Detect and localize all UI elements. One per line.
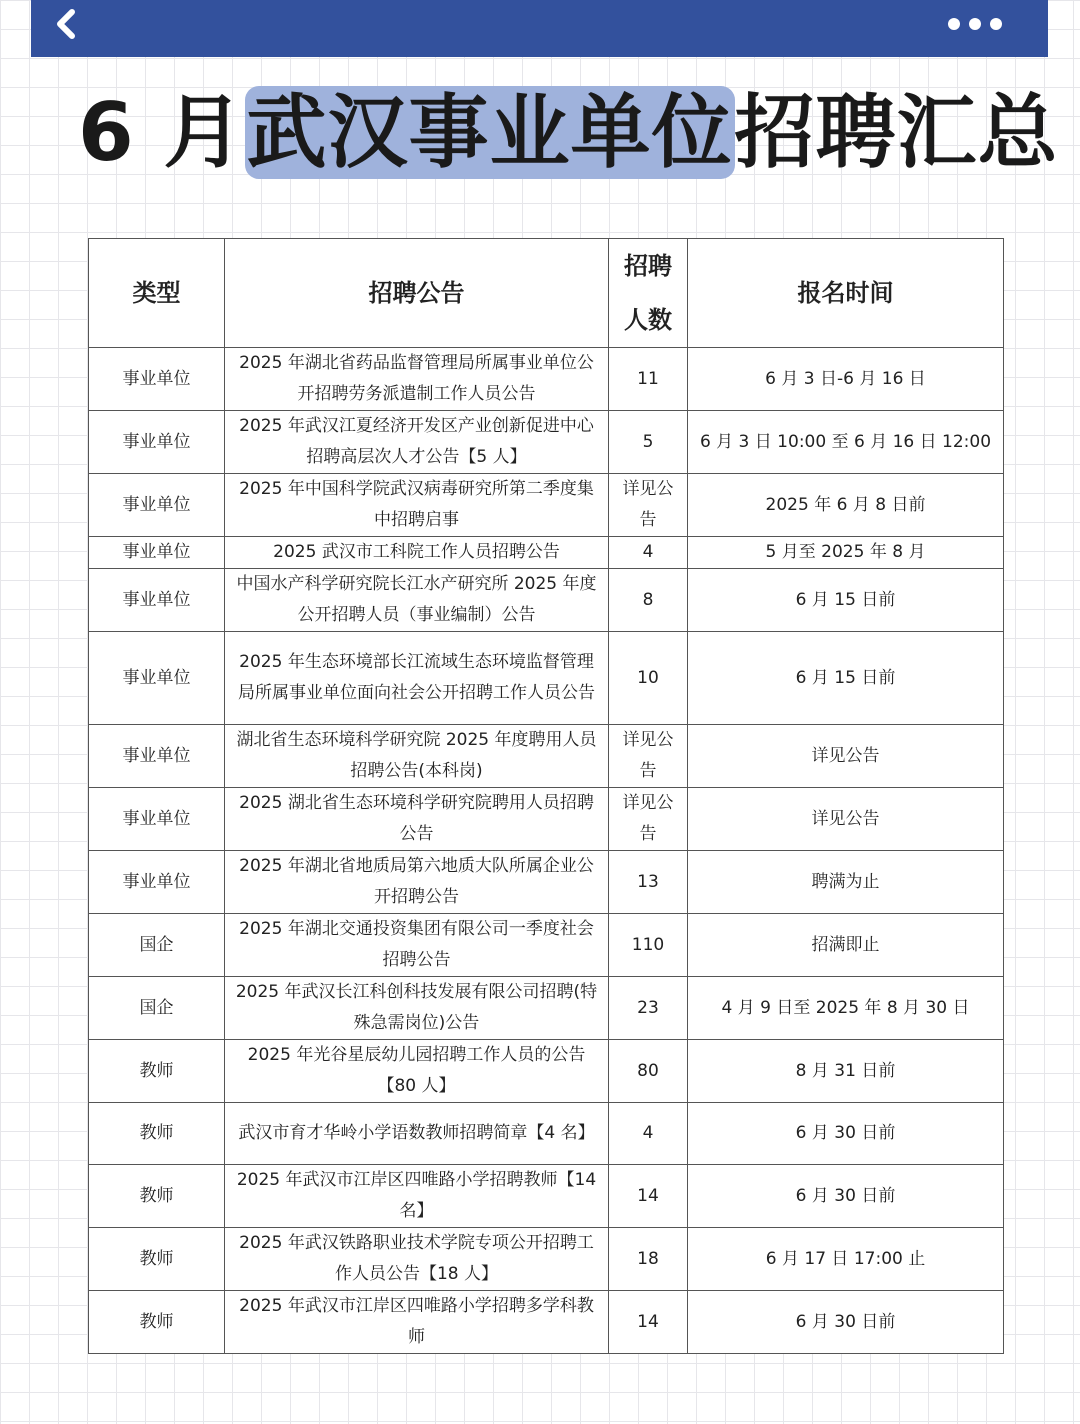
cell-count: 4: [609, 1103, 688, 1165]
cell-time: 招满即止: [688, 914, 1004, 977]
cell-type: 事业单位: [89, 569, 225, 632]
title-prefix: 6 月: [78, 86, 245, 179]
cell-type: 事业单位: [89, 348, 225, 411]
table-row: [89, 1103, 1004, 1165]
cell-type: 教师: [89, 1291, 225, 1354]
cell-notice: 2025 年武汉市江岸区四唯路小学招聘教师【14 名】: [225, 1165, 609, 1228]
table-row: [89, 411, 1004, 474]
more-button[interactable]: [948, 13, 1012, 35]
table-row: [89, 632, 1004, 725]
chevron-left-icon: [50, 8, 82, 40]
header-type: 类型: [89, 239, 225, 348]
cell-time: 6 月 15 日前: [688, 632, 1004, 725]
cell-count: 23: [609, 977, 688, 1040]
cell-type: 事业单位: [89, 632, 225, 725]
cell-notice: 2025 年武汉铁路职业技术学院专项公开招聘工作人员公告【18 人】: [225, 1228, 609, 1291]
cell-time: 5 月至 2025 年 8 月: [688, 537, 1004, 569]
cell-notice: 湖北省生态环境科学研究院 2025 年度聘用人员招聘公告(本科岗): [225, 725, 609, 788]
cell-count: 14: [609, 1165, 688, 1228]
cell-time: 详见公告: [688, 725, 1004, 788]
cell-count: 4: [609, 537, 688, 569]
recruitment-table: [88, 238, 1004, 1354]
cell-type: 事业单位: [89, 725, 225, 788]
cell-notice: 2025 年中国科学院武汉病毒研究所第二季度集中招聘启事: [225, 474, 609, 537]
cell-notice: 2025 武汉市工科院工作人员招聘公告: [225, 537, 609, 569]
cell-time: 6 月 30 日前: [688, 1103, 1004, 1165]
cell-notice: 2025 年湖北交通投资集团有限公司一季度社会招聘公告: [225, 914, 609, 977]
table-row: [89, 1228, 1004, 1291]
cell-count: 18: [609, 1228, 688, 1291]
table-row: [89, 914, 1004, 977]
title-suffix: 招聘汇总: [734, 86, 1059, 179]
cell-notice: 2025 年武汉江夏经济开发区产业创新促进中心招聘高层次人才公告【5 人】: [225, 411, 609, 474]
cell-count: 11: [609, 348, 688, 411]
cell-count: 5: [609, 411, 688, 474]
cell-time: 6 月 3 日 10:00 至 6 月 16 日 12:00: [688, 411, 1004, 474]
cell-count: 详见公告: [609, 725, 688, 788]
cell-type: 教师: [89, 1103, 225, 1165]
cell-type: 事业单位: [89, 474, 225, 537]
title-highlight: 武汉事业单位: [246, 86, 733, 179]
cell-notice: 2025 年光谷星辰幼儿园招聘工作人员的公告【80 人】: [225, 1040, 609, 1103]
cell-time: 聘满为止: [688, 851, 1004, 914]
more-dots-icon: [990, 18, 1002, 30]
cell-count: 10: [609, 632, 688, 725]
top-nav-bar: [31, 0, 1048, 57]
cell-count: 80: [609, 1040, 688, 1103]
cell-type: 教师: [89, 1165, 225, 1228]
cell-count: 110: [609, 914, 688, 977]
header-time: 报名时间: [688, 239, 1004, 348]
cell-type: 事业单位: [89, 537, 225, 569]
table-header-row: [89, 239, 1004, 348]
table-row: [89, 1165, 1004, 1228]
cell-count: 8: [609, 569, 688, 632]
cell-count: 14: [609, 1291, 688, 1354]
cell-count: 详见公告: [609, 788, 688, 851]
header-count: 招聘人数: [609, 239, 688, 348]
cell-time: 详见公告: [688, 788, 1004, 851]
cell-time: 2025 年 6 月 8 日前: [688, 474, 1004, 537]
cell-time: 6 月 3 日-6 月 16 日: [688, 348, 1004, 411]
cell-type: 事业单位: [89, 851, 225, 914]
table-row: [89, 1040, 1004, 1103]
cell-notice: 2025 年武汉市江岸区四唯路小学招聘多学科教师: [225, 1291, 609, 1354]
table-row: [89, 474, 1004, 537]
table-row: [89, 569, 1004, 632]
cell-type: 教师: [89, 1040, 225, 1103]
cell-notice: 2025 湖北省生态环境科学研究院聘用人员招聘公告: [225, 788, 609, 851]
cell-type: 事业单位: [89, 788, 225, 851]
cell-notice: 2025 年生态环境部长江流域生态环境监督管理局所属事业单位面向社会公开招聘工作人员公告: [225, 632, 609, 725]
cell-type: 事业单位: [89, 411, 225, 474]
cell-notice: 2025 年湖北省药品监督管理局所属事业单位公开招聘劳务派遣制工作人员公告: [225, 348, 609, 411]
cell-notice: 2025 年武汉长江科创科技发展有限公司招聘(特殊急需岗位)公告: [225, 977, 609, 1040]
more-dots-icon: [948, 18, 960, 30]
page-title: [78, 78, 1058, 188]
cell-notice: 2025 年湖北省地质局第六地质大队所属企业公开招聘公告: [225, 851, 609, 914]
table-row: [89, 977, 1004, 1040]
more-dots-icon: [969, 18, 981, 30]
cell-time: 4 月 9 日至 2025 年 8 月 30 日: [688, 977, 1004, 1040]
back-button[interactable]: [50, 8, 82, 40]
table-row: [89, 725, 1004, 788]
table-row: [89, 1291, 1004, 1354]
cell-count: 详见公告: [609, 474, 688, 537]
table-row: [89, 788, 1004, 851]
table-row: [89, 348, 1004, 411]
cell-time: 6 月 30 日前: [688, 1291, 1004, 1354]
cell-time: 6 月 15 日前: [688, 569, 1004, 632]
cell-notice: 中国水产科学研究院长江水产研究所 2025 年度公开招聘人员（事业编制）公告: [225, 569, 609, 632]
cell-notice: 武汉市育才华岭小学语数教师招聘简章【4 名】: [225, 1103, 609, 1165]
cell-type: 国企: [89, 914, 225, 977]
cell-type: 教师: [89, 1228, 225, 1291]
cell-count: 13: [609, 851, 688, 914]
table-row: [89, 537, 1004, 569]
table-row: [89, 851, 1004, 914]
cell-type: 国企: [89, 977, 225, 1040]
cell-time: 8 月 31 日前: [688, 1040, 1004, 1103]
cell-time: 6 月 30 日前: [688, 1165, 1004, 1228]
header-notice: 招聘公告: [225, 239, 609, 348]
cell-time: 6 月 17 日 17:00 止: [688, 1228, 1004, 1291]
